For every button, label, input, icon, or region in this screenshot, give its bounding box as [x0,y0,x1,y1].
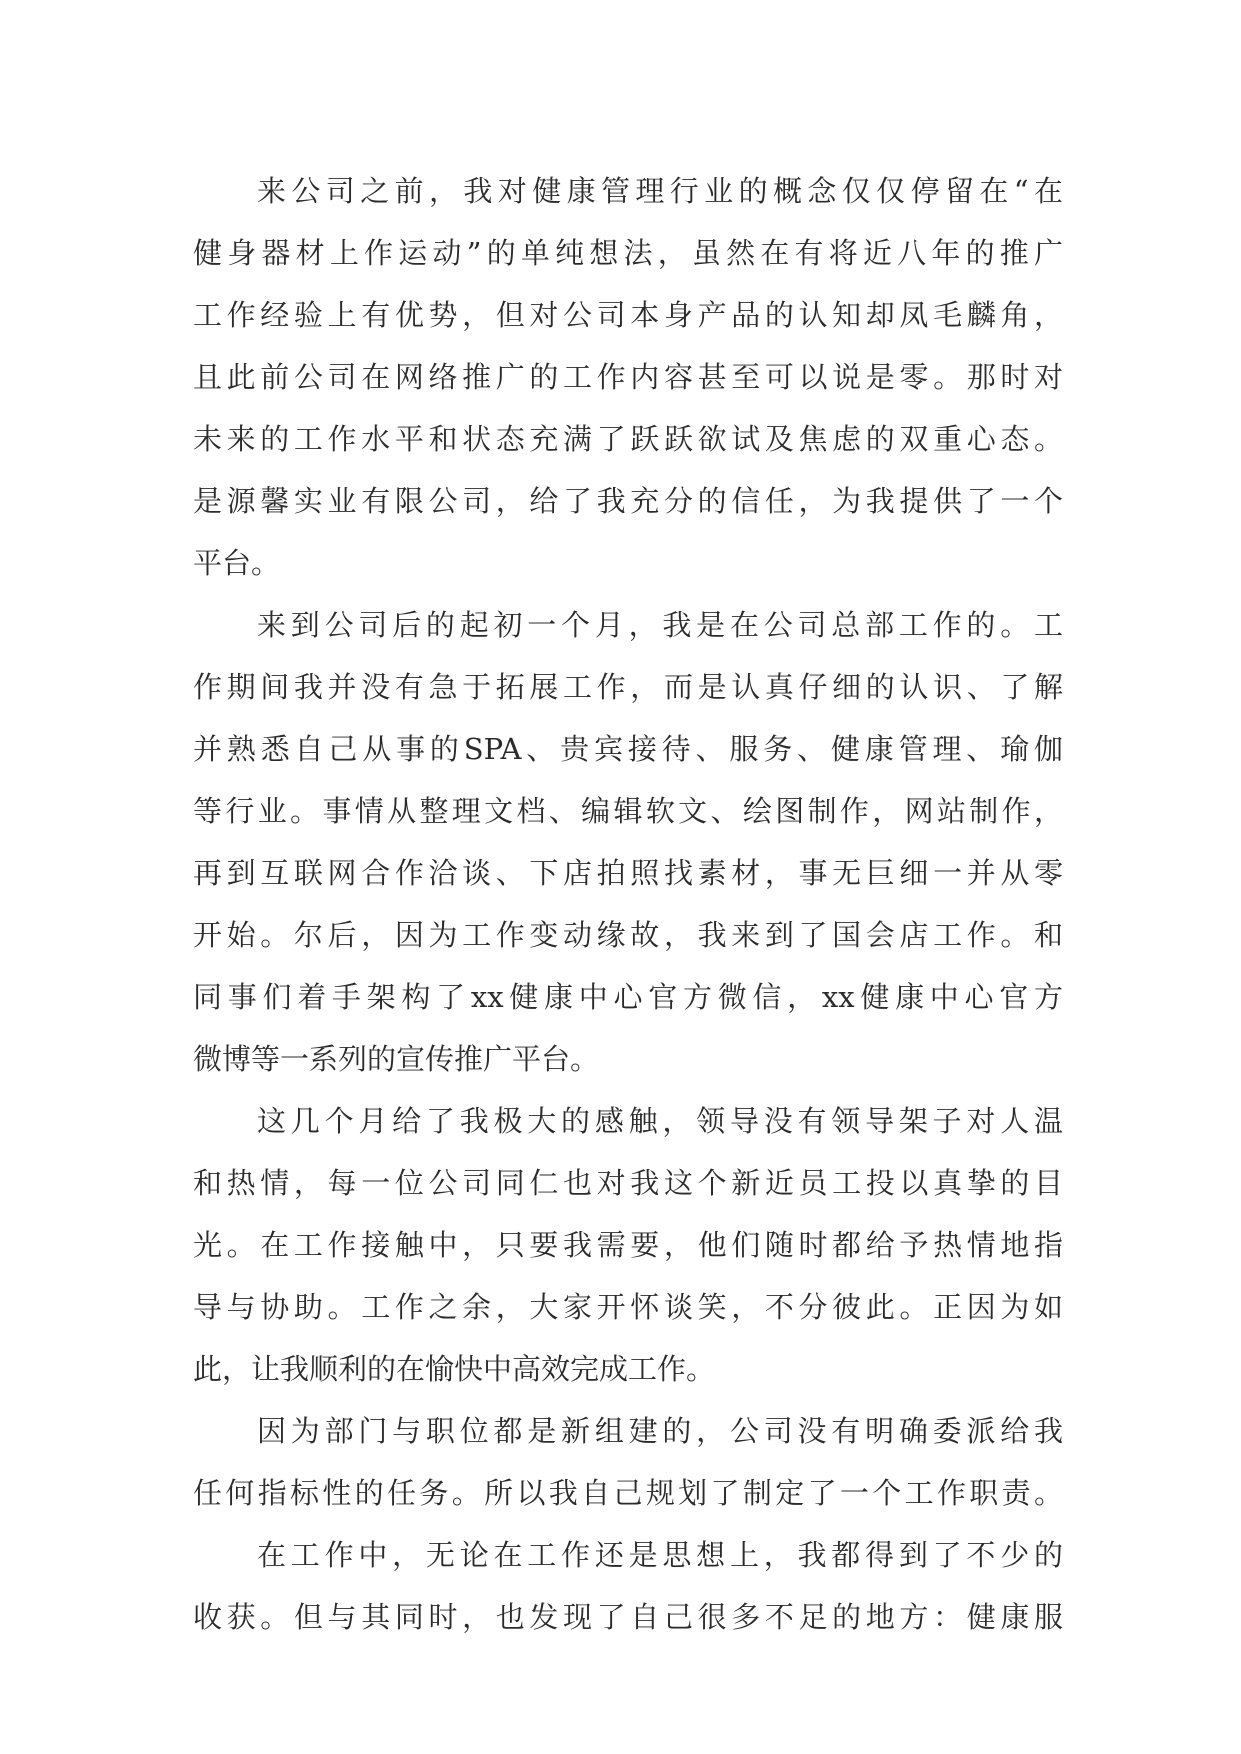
paragraph-line: 未来的工作水平和状态充满了跃跃欲试及焦虑的双重心态。 [193,422,1063,456]
paragraph-line: 平台。 [193,546,281,580]
paragraph-line: 健身器材上作运动”的单纯想法，虽然在有将近八年的推广 [193,236,1063,270]
paragraph-line: 作期间我并没有急于拓展工作，而是认真仔细的认识、了解 [193,670,1063,704]
paragraph-line: 因为部门与职位都是新组建的，公司没有明确委派给我 [257,1414,1063,1448]
paragraph-line: 在工作中，无论在工作还是思想上，我都得到了不少的 [257,1538,1063,1572]
paragraph-line: 同事们着手架构了xx健康中心官方微信，xx健康中心官方 [193,980,1063,1014]
paragraph-line: 开始。尔后，因为工作变动缘故，我来到了国会店工作。和 [193,918,1063,952]
paragraph-line: 此，让我顺利的在愉快中高效完成工作。 [193,1352,716,1386]
paragraph-line: 任何指标性的任务。所以我自己规划了制定了一个工作职责。 [193,1476,1063,1510]
paragraph-line: 收获。但与其同时，也发现了自己很多不足的地方：健康服 [193,1600,1063,1634]
paragraph-line: 来到公司后的起初一个月，我是在公司总部工作的。工 [257,608,1063,642]
paragraph-line: 这几个月给了我极大的感触，领导没有领导架子对人温 [257,1104,1063,1138]
paragraph-1 [193,160,1063,594]
paragraph-line: 光。在工作接触中，只要我需要，他们随时都给予热情地指 [193,1228,1063,1262]
paragraph-line: 导与协助。工作之余，大家开怀谈笑，不分彼此。正因为如 [193,1290,1063,1324]
paragraph-line: 微博等一系列的宣传推广平台。 [193,1042,600,1076]
paragraph-4 [193,1400,1063,1524]
paragraph-line: 且此前公司在网络推广的工作内容甚至可以说是零。那时对 [193,360,1063,394]
paragraph-3 [193,1090,1063,1400]
paragraph-line: 等行业。事情从整理文档、编辑软文、绘图制作，网站制作， [193,794,1063,828]
paragraph-2 [193,594,1063,1090]
paragraph-line: 是源馨实业有限公司，给了我充分的信任，为我提供了一个 [193,484,1063,518]
paragraph-5 [193,1524,1063,1648]
paragraph-line: 并熟悉自己从事的SPA、贵宾接待、服务、健康管理、瑜伽 [193,732,1063,766]
paragraph-line: 来公司之前，我对健康管理行业的概念仅仅停留在“在 [257,174,1063,208]
paragraph-line: 工作经验上有优势，但对公司本身产品的认知却凤毛麟角， [193,298,1063,332]
paragraph-line: 和热情，每一位公司同仁也对我这个新近员工投以真挚的目 [193,1166,1063,1200]
paragraph-line: 再到互联网合作洽谈、下店拍照找素材，事无巨细一并从零 [193,856,1063,890]
document-body [193,160,1063,1648]
